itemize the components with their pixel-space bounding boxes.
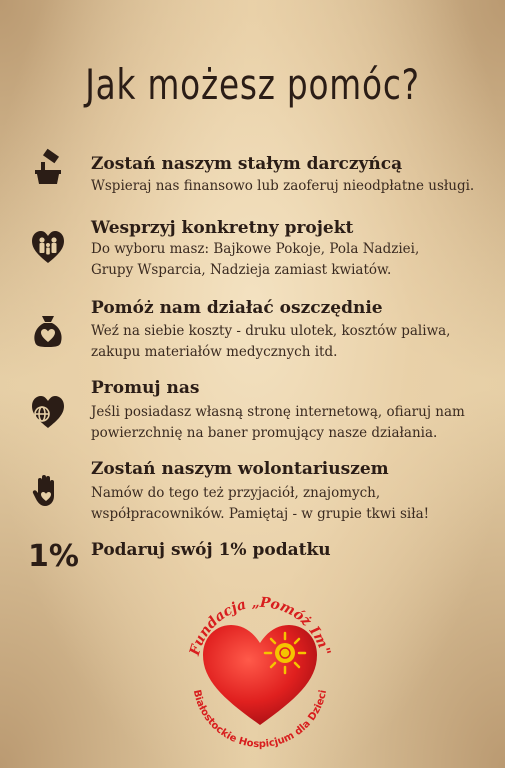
item-desc: Do wyboru masz: Bajkowe Pokoje, Pola Nadziei, bbox=[91, 241, 420, 257]
item-title: Zostań naszym wolontariuszem bbox=[91, 459, 389, 479]
ballot-box-icon bbox=[30, 150, 66, 186]
globe-heart-icon bbox=[30, 394, 66, 430]
page-title: Jak możesz pomóc? bbox=[85, 60, 420, 109]
item-desc: Jeśli posiadasz własną stronę internetową, ofiaruj nam bbox=[91, 404, 465, 420]
foundation-logo bbox=[175, 585, 345, 755]
item-desc: Namów do tego też przyjaciół, znajomych, bbox=[91, 485, 381, 501]
item-desc: współpracowników. Pamiętaj - w grupie tkwi siła! bbox=[91, 506, 430, 522]
one-percent-icon bbox=[28, 536, 79, 574]
item-title: Promuj nas bbox=[91, 378, 200, 398]
item-title: Zostań naszym stałym darczyńcą bbox=[91, 154, 403, 174]
raised-hand-heart-icon bbox=[30, 474, 66, 510]
svg-text:1%: 1% bbox=[28, 539, 79, 574]
family-heart-icon bbox=[30, 229, 66, 265]
item-desc: Grupy Wsparcia, Nadzieja zamiast kwiatów. bbox=[91, 262, 392, 278]
logo-bottom-text: Białostockie Hospicjum dla Dzieci bbox=[190, 688, 330, 751]
item-title: Wesprzyj konkretny projekt bbox=[91, 218, 354, 238]
item-title: Podaruj swój 1% podatku bbox=[91, 540, 331, 560]
item-title: Pomóż nam działać oszczędnie bbox=[91, 298, 383, 318]
money-bag-heart-icon bbox=[30, 313, 66, 349]
item-desc: Wspieraj nas finansowo lub zaoferuj nieodpłatne usługi. bbox=[91, 178, 475, 194]
item-desc: zakupu materiałów medycznych itd. bbox=[91, 344, 338, 360]
item-desc: Weź na siebie koszty - druku ulotek, kosztów paliwa, bbox=[91, 323, 451, 339]
item-desc: powierzchnię na baner promujący nasze działania. bbox=[91, 425, 438, 441]
logo-top-text: Fundacja „Pomóż Im" bbox=[186, 594, 334, 658]
